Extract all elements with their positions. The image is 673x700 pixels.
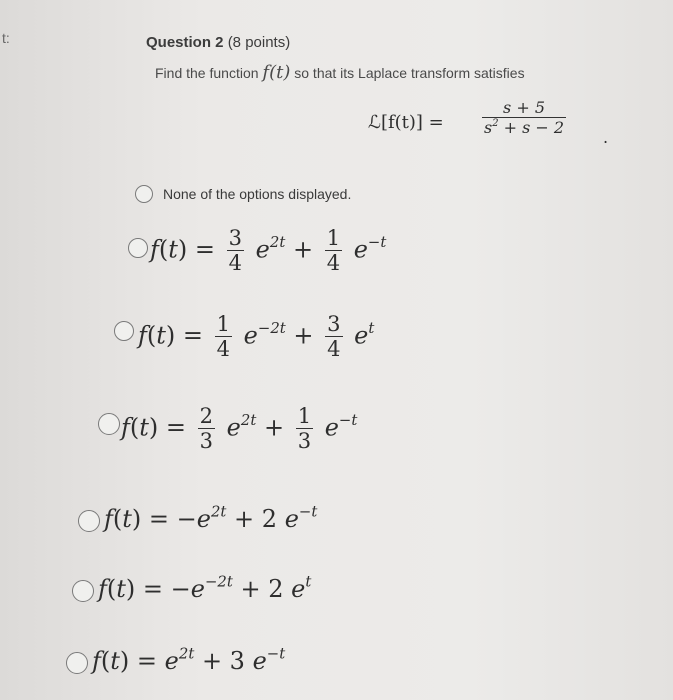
- option-5-formula: $f(t) = -e^{2t} + 2$ $e^{-t}$: [104, 502, 318, 533]
- laplace-lhs: ℒ[f(t)] =: [368, 112, 444, 133]
- option-3-radio[interactable]: [114, 321, 134, 341]
- option-2-formula: f(t) = $\frac{3}{4}$ $e^{2t}$ + $\frac{1}{4}$ $e^{-t}$: [150, 226, 387, 275]
- option-4-formula: f(t) = $\frac{2}{3}$ $e^{2t}$ + $\frac{1}{3}$ $e^{-t}$: [121, 404, 358, 453]
- period-mark: .: [603, 128, 609, 147]
- question-prompt: Find the function f(t) so that its Laplace transform satisfies: [155, 62, 525, 83]
- option-7-radio[interactable]: [66, 652, 88, 674]
- option-6-formula: $f(t) = -e^{-2t} + 2$ $e^t$: [98, 572, 312, 603]
- laplace-denominator: $s^2 + s - 2$: [484, 118, 565, 137]
- question-title: Question 2 (8 points): [146, 34, 291, 51]
- option-2-radio[interactable]: [128, 238, 148, 258]
- laplace-numerator: s + 5: [503, 98, 546, 117]
- option-6-radio[interactable]: [72, 580, 94, 602]
- edge-fragment: t:: [2, 30, 10, 46]
- option-5-radio[interactable]: [78, 510, 100, 532]
- function-symbol: f(t): [262, 62, 291, 83]
- option-7-formula: $f(t) = e^{2t} + 3$ $e^{-t}$: [92, 644, 286, 675]
- option-none-radio[interactable]: [135, 185, 153, 203]
- laplace-rhs-fraction: [482, 100, 566, 136]
- option-4-radio[interactable]: [98, 413, 120, 435]
- option-3-formula: f(t) = $\frac{1}{4}$ $e^{-2t}$ + $\frac{3}{4}$ $e^t$: [138, 312, 375, 361]
- option-none-label: None of the options displayed.: [163, 186, 352, 202]
